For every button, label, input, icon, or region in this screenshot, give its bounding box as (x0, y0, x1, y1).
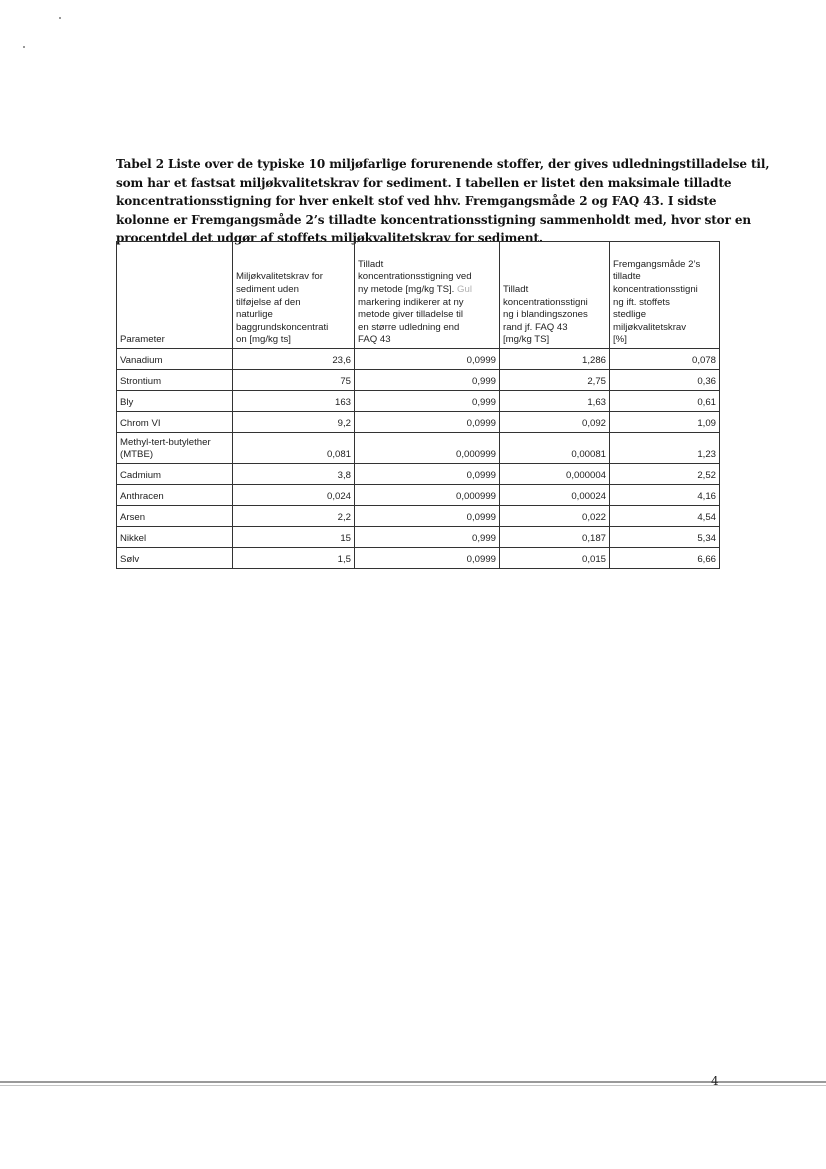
cell-new-method: 0,000999 (355, 485, 500, 506)
cell-percent: 6,66 (610, 548, 720, 569)
table-row (117, 349, 720, 370)
caption-line: kolonne er Fremgangsmåde 2’s tilladte koncentrationsstigning sammenholdt med, hvor stor en (116, 212, 752, 227)
header-mkk: Miljøkvalitetskrav for sediment uden tilføjelse af den naturlige baggrundskoncentrati on [mg/kg ts] (233, 242, 355, 349)
caption-line: koncentrationsstigning for hver enkelt stof ved hhv. Fremgangsmåde 2 og FAQ 43. I sidste (116, 194, 717, 208)
header-percent: Fremgangsmåde 2’s tilladte koncentrationsstigni ng ift. stoffets stedlige miljøkvalitetskrav [%] (610, 242, 720, 349)
table-row (117, 527, 720, 548)
cell-percent: 0,078 (610, 349, 720, 370)
cell-percent: 4,54 (610, 506, 720, 527)
table-row (117, 391, 720, 412)
cell-mkk: 0,024 (233, 485, 355, 506)
cell-new-method: 0,0999 (355, 548, 500, 569)
cell-mkk: 163 (233, 391, 355, 412)
cell-new-method: 0,0999 (355, 506, 500, 527)
page-number: 4 (711, 1074, 719, 1088)
cell-new-method: 0,000999 (355, 433, 500, 464)
cell-parameter: Bly (117, 391, 233, 412)
table-row (117, 485, 720, 506)
cell-percent: 1,23 (610, 433, 720, 464)
cell-faq43: 0,092 (500, 412, 610, 433)
header-parameter: Parameter (117, 242, 233, 349)
cell-mkk: 0,081 (233, 433, 355, 464)
cell-parameter: Anthracen (117, 485, 233, 506)
cell-percent: 5,34 (610, 527, 720, 548)
cell-mkk: 15 (233, 527, 355, 548)
cell-percent: 0,61 (610, 391, 720, 412)
cell-mkk: 1,5 (233, 548, 355, 569)
cell-faq43: 1,286 (500, 349, 610, 370)
cell-new-method: 0,0999 (355, 464, 500, 485)
table-header-row (117, 242, 720, 349)
header-new-method: Tilladt koncentrationsstigning ved ny metode [mg/kg TS]. Gul markering indikerer at ny metode giver tilladelse til en større udledning end FAQ 43 (355, 242, 500, 349)
table-row (117, 548, 720, 569)
header-faq43: Tilladt koncentrationsstigni ng i blandingszones rand jf. FAQ 43 [mg/kg TS] (500, 242, 610, 349)
caption-line: Tabel 2 Liste over de typiske 10 miljøfarlige forurenende stoffer, der gives udledningstilladelse til, (116, 157, 770, 171)
cell-new-method: 0,999 (355, 527, 500, 548)
scan-speck (23, 46, 25, 48)
cell-faq43: 1,63 (500, 391, 610, 412)
cell-faq43: 0,00024 (500, 485, 610, 506)
footer-rule (0, 1085, 826, 1086)
cell-mkk: 75 (233, 370, 355, 391)
cell-parameter: Chrom VI (117, 412, 233, 433)
table-row (117, 464, 720, 485)
table-row (117, 370, 720, 391)
cell-percent: 2,52 (610, 464, 720, 485)
cell-new-method: 0,0999 (355, 412, 500, 433)
cell-mkk: 23,6 (233, 349, 355, 370)
cell-percent: 1,09 (610, 412, 720, 433)
cell-faq43: 0,015 (500, 548, 610, 569)
cell-faq43: 0,000004 (500, 464, 610, 485)
caption-line: procentdel det udgør af stoffets miljøkvalitetskrav for sediment. (116, 231, 543, 245)
table-caption (116, 155, 770, 248)
cell-parameter: Nikkel (117, 527, 233, 548)
cell-mkk: 2,2 (233, 506, 355, 527)
cell-parameter: Cadmium (117, 464, 233, 485)
cell-parameter: Methyl-tert-butylether (MTBE) (117, 433, 233, 464)
cell-new-method: 0,999 (355, 370, 500, 391)
cell-faq43: 0,00081 (500, 433, 610, 464)
cell-parameter: Sølv (117, 548, 233, 569)
cell-parameter: Strontium (117, 370, 233, 391)
cell-parameter: Vanadium (117, 349, 233, 370)
footer-rule (0, 1081, 826, 1083)
cell-new-method: 0,999 (355, 391, 500, 412)
caption-line: som har et fastsat miljøkvalitetskrav for sediment. I tabellen er listet den maksimale tilladte (116, 175, 732, 190)
cell-new-method: 0,0999 (355, 349, 500, 370)
table-row (117, 412, 720, 433)
cell-parameter: Arsen (117, 506, 233, 527)
cell-mkk: 9,2 (233, 412, 355, 433)
cell-faq43: 2,75 (500, 370, 610, 391)
cell-percent: 4,16 (610, 485, 720, 506)
scan-speck (59, 17, 61, 19)
pollutant-table (116, 241, 720, 569)
table-row (117, 433, 720, 464)
cell-faq43: 0,187 (500, 527, 610, 548)
cell-faq43: 0,022 (500, 506, 610, 527)
table-row (117, 506, 720, 527)
highlight-note: Gul (457, 284, 472, 296)
cell-mkk: 3,8 (233, 464, 355, 485)
cell-percent: 0,36 (610, 370, 720, 391)
